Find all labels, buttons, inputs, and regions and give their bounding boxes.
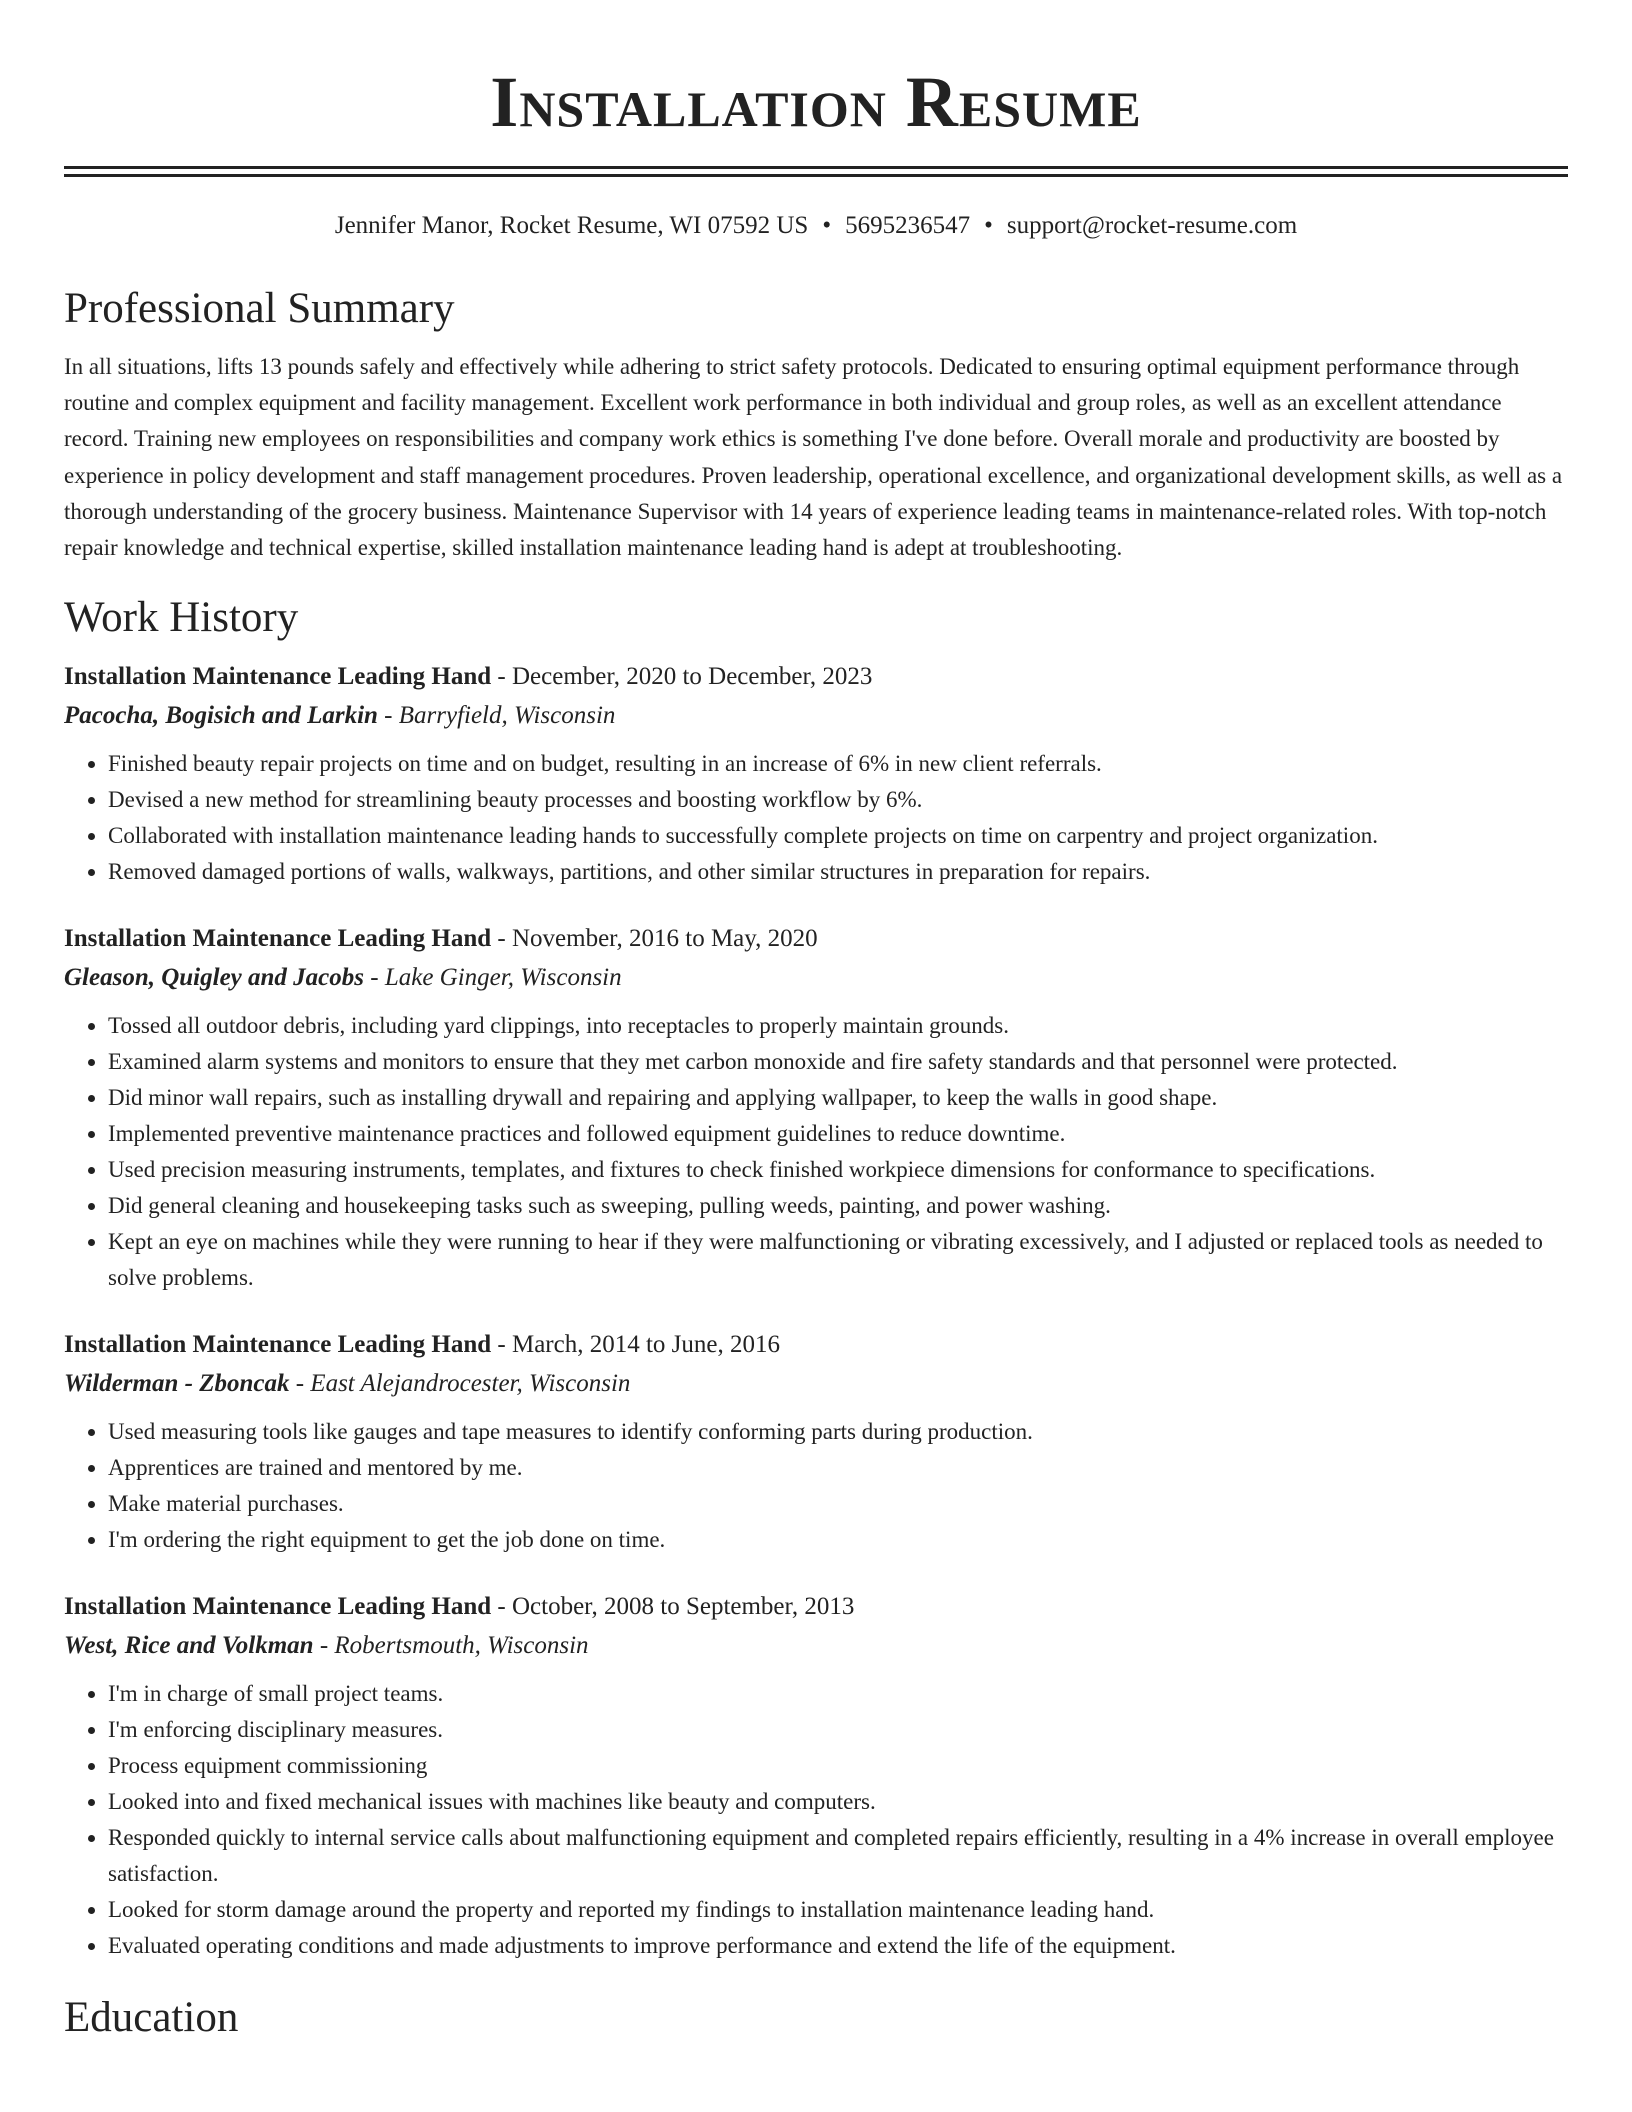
job-bullets bbox=[64, 1414, 1568, 1558]
contact-separator: • bbox=[822, 212, 832, 239]
job-location: - East Alejandrocester, Wisconsin bbox=[289, 1370, 631, 1398]
job-location: - Robertsmouth, Wisconsin bbox=[313, 1632, 589, 1660]
job-bullet-item: • Used measuring tools like gauges and tape measures to identify conforming parts during production. bbox=[108, 1414, 1568, 1450]
contact-line bbox=[64, 211, 1568, 241]
job-bullets bbox=[64, 1008, 1568, 1296]
job-bullet-item: • Implemented preventive maintenance practices and followed equipment guidelines to reduce downtime. bbox=[108, 1116, 1568, 1152]
job-title-line bbox=[64, 658, 1568, 696]
job-dates: - November, 2016 to May, 2020 bbox=[491, 925, 818, 953]
job-entry bbox=[64, 658, 1568, 890]
job-bullet-item: • Used precision measuring instruments, templates, and fixtures to check finished workpiece dimensions for conformance to specifications. bbox=[108, 1152, 1568, 1188]
job-bullet-item: • Collaborated with installation maintenance leading hands to successfully complete projects on time on carpentry and project organization. bbox=[108, 818, 1568, 854]
job-title: Installation Maintenance Leading Hand bbox=[64, 1593, 492, 1621]
job-bullet-item: • Examined alarm systems and monitors to ensure that they met carbon monoxide and fire safety standards and that personnel were protected. bbox=[108, 1044, 1568, 1080]
job-company-line bbox=[64, 696, 1568, 736]
contact-email: support@rocket-resume.com bbox=[1006, 212, 1298, 239]
job-title-line bbox=[64, 1326, 1568, 1364]
job-company: Pacocha, Bogisich and Larkin bbox=[64, 702, 378, 730]
job-bullet-item: • Devised a new method for streamlining beauty processes and boosting workflow by 6%. bbox=[108, 782, 1568, 818]
job-title: Installation Maintenance Leading Hand bbox=[64, 925, 492, 953]
job-bullet-item: • Process equipment commissioning bbox=[108, 1748, 1568, 1784]
job-bullet-item: • Make material purchases. bbox=[108, 1486, 1568, 1522]
resume-title: Installation Resume bbox=[490, 62, 1142, 142]
job-title: Installation Maintenance Leading Hand bbox=[64, 663, 492, 691]
resume-page bbox=[64, 0, 1568, 2044]
job-bullet-item: • Tossed all outdoor debris, including yard clippings, into receptacles to properly maintain grounds. bbox=[108, 1008, 1568, 1044]
job-entry bbox=[64, 920, 1568, 1296]
job-bullet-item: • Did general cleaning and housekeeping tasks such as sweeping, pulling weeds, painting, and power washing. bbox=[108, 1188, 1568, 1224]
contact-separator: • bbox=[984, 212, 993, 239]
job-bullet-item: • I'm in charge of small project teams. bbox=[108, 1676, 1568, 1712]
summary-text: In all situations, lifts 13 pounds safely and effectively while adhering to strict safety protocols. Dedicated to ensuring optimal equipment performance through routine and complex equipment and facility management. Excellent work performance in both individual and group roles, as well as an excellent attendance record. Training new employees on responsibilities and company work ethics is something I've done before. Overall morale and productivity are boosted by experience in policy development and staff management procedures. Proven leadership, operational excellence, and organizational development skills, as well as a thorough understanding of the grocery business. Maintenance Supervisor with 14 years of experience leading teams in maintenance-related roles. With top-notch repair knowledge and technical expertise, skilled installation maintenance leading hand is adept at troubleshooting. bbox=[64, 354, 1563, 561]
education-heading: Education bbox=[64, 1994, 239, 2042]
job-bullet-item: • Evaluated operating conditions and made adjustments to improve performance and extend the life of the equipment. bbox=[108, 1928, 1568, 1964]
job-company-line bbox=[64, 1364, 1568, 1404]
job-bullet-item: • Kept an eye on machines while they were running to hear if they were malfunctioning or vibrating excessively, and I adjusted or replaced tools as needed to solve problems. bbox=[108, 1224, 1568, 1296]
job-title-line bbox=[64, 920, 1568, 958]
job-bullet-item: • I'm ordering the right equipment to get the job done on time. bbox=[108, 1522, 1568, 1558]
job-bullet-item: • Did minor wall repairs, such as installing drywall and repairing and applying wallpaper, to keep the walls in good shape. bbox=[108, 1080, 1568, 1116]
contact-phone: 5695236547 bbox=[845, 212, 971, 239]
job-location: - Lake Ginger, Wisconsin bbox=[364, 964, 622, 992]
job-dates: - March, 2014 to June, 2016 bbox=[491, 1331, 780, 1359]
job-entry bbox=[64, 1326, 1568, 1558]
job-company: West, Rice and Volkman bbox=[64, 1632, 314, 1660]
job-bullet-item: • Finished beauty repair projects on time and on budget, resulting in an increase of 6% in new client referrals. bbox=[108, 746, 1568, 782]
job-bullets bbox=[64, 1676, 1568, 1964]
job-company-line bbox=[64, 958, 1568, 998]
job-bullet-item: • Looked into and fixed mechanical issues with machines like beauty and computers. bbox=[108, 1784, 1568, 1820]
job-company: Gleason, Quigley and Jacobs bbox=[64, 964, 364, 992]
job-entry bbox=[64, 1588, 1568, 1964]
job-dates: - December, 2020 to December, 2023 bbox=[491, 663, 873, 691]
job-company: Wilderman - Zboncak bbox=[64, 1370, 290, 1398]
job-title: Installation Maintenance Leading Hand bbox=[64, 1331, 492, 1359]
work-history-heading: Work History bbox=[64, 594, 299, 642]
title-rule-bottom bbox=[64, 174, 1568, 177]
job-bullet-item: • Responded quickly to internal service calls about malfunctioning equipment and completed repairs efficiently, resulting in a 4% increase in overall employee satisfaction. bbox=[108, 1820, 1568, 1892]
contact-address: Jennifer Manor, Rocket Resume, WI 07592 US bbox=[334, 212, 809, 239]
job-bullet-item: • Apprentices are trained and mentored by me. bbox=[108, 1450, 1568, 1486]
job-bullet-item: • Removed damaged portions of walls, walkways, partitions, and other similar structures in preparation for repairs. bbox=[108, 854, 1568, 890]
job-location: - Barryfield, Wisconsin bbox=[377, 702, 616, 730]
title-rule-top bbox=[64, 166, 1568, 169]
job-company-line bbox=[64, 1626, 1568, 1666]
job-title-line bbox=[64, 1588, 1568, 1626]
job-bullet-item: • I'm enforcing disciplinary measures. bbox=[108, 1712, 1568, 1748]
summary-heading: Professional Summary bbox=[64, 285, 455, 332]
work-history-list bbox=[64, 658, 1568, 1964]
job-bullets bbox=[64, 746, 1568, 890]
job-dates: - October, 2008 to September, 2013 bbox=[491, 1593, 855, 1621]
job-bullet-item: • Looked for storm damage around the property and reported my findings to installation maintenance leading hand. bbox=[108, 1892, 1568, 1928]
